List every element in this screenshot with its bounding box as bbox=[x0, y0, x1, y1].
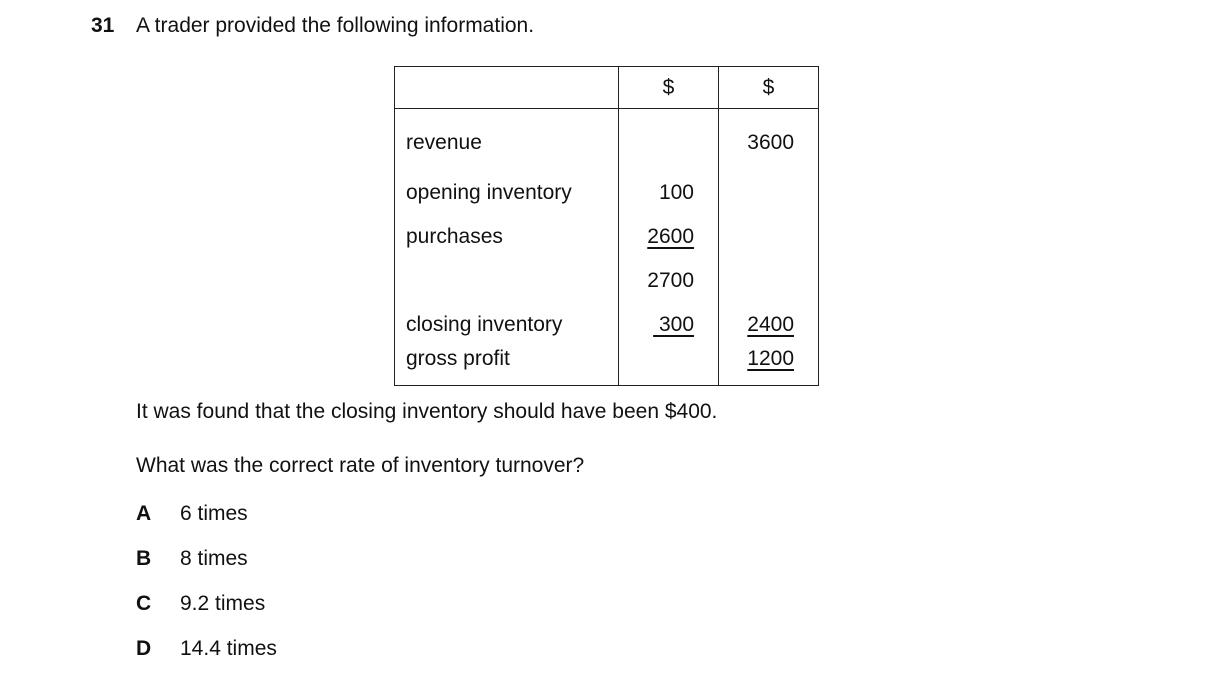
option-text: 8 times bbox=[180, 547, 248, 570]
table-header-row bbox=[395, 67, 819, 109]
row-value-b bbox=[719, 259, 819, 303]
gross-profit-value: 1200 bbox=[747, 347, 794, 370]
table-row bbox=[395, 215, 819, 259]
option-text: 14.4 times bbox=[180, 637, 277, 660]
option-text: 9.2 times bbox=[180, 592, 266, 615]
option-text: 6 times bbox=[180, 502, 248, 525]
row-value-b bbox=[719, 215, 819, 259]
option-letter: D bbox=[136, 637, 152, 660]
table-row bbox=[395, 259, 819, 303]
trading-account-table bbox=[394, 66, 819, 386]
row-label-purchases: purchases bbox=[395, 215, 619, 259]
option-c[interactable] bbox=[136, 592, 265, 616]
option-d[interactable] bbox=[136, 637, 277, 661]
row-value-b bbox=[719, 171, 819, 215]
header-label-cell bbox=[395, 67, 619, 109]
row-label-opening-inventory: opening inventory bbox=[395, 171, 619, 215]
table-row bbox=[395, 347, 819, 386]
row-value-purchases bbox=[619, 215, 719, 259]
row-label-closing-inventory: closing inventory bbox=[395, 303, 619, 347]
question-number: 31 bbox=[91, 14, 115, 37]
purchases-value: 2600 bbox=[647, 225, 694, 248]
row-value-a bbox=[619, 109, 719, 172]
finding-paragraph: It was found that the closing inventory should have been $400. bbox=[136, 400, 718, 423]
row-value-subtotal: 2700 bbox=[619, 259, 719, 303]
row-value-cost-of-sales bbox=[719, 303, 819, 347]
row-value-closing-inventory bbox=[619, 303, 719, 347]
header-currency-a: $ bbox=[619, 67, 719, 109]
option-b[interactable] bbox=[136, 547, 248, 571]
row-label-subtotal bbox=[395, 259, 619, 303]
row-value-revenue: 3600 bbox=[719, 109, 819, 172]
table-row bbox=[395, 171, 819, 215]
option-letter: C bbox=[136, 592, 152, 615]
row-value-opening-inventory: 100 bbox=[619, 171, 719, 215]
option-letter: B bbox=[136, 547, 152, 570]
closing-inventory-value: 300 bbox=[653, 313, 694, 336]
option-letter: A bbox=[136, 502, 152, 525]
row-value-gross-profit bbox=[719, 347, 819, 386]
row-label-revenue: revenue bbox=[395, 109, 619, 172]
question-text: A trader provided the following information. bbox=[136, 14, 535, 37]
header-currency-b: $ bbox=[719, 67, 819, 109]
table-row bbox=[395, 109, 819, 172]
row-value-a bbox=[619, 347, 719, 386]
table-row bbox=[395, 303, 819, 347]
option-a[interactable] bbox=[136, 502, 248, 526]
prompt-paragraph: What was the correct rate of inventory turnover? bbox=[136, 454, 585, 477]
row-label-gross-profit: gross profit bbox=[395, 347, 619, 386]
cost-of-sales-value: 2400 bbox=[747, 313, 794, 336]
